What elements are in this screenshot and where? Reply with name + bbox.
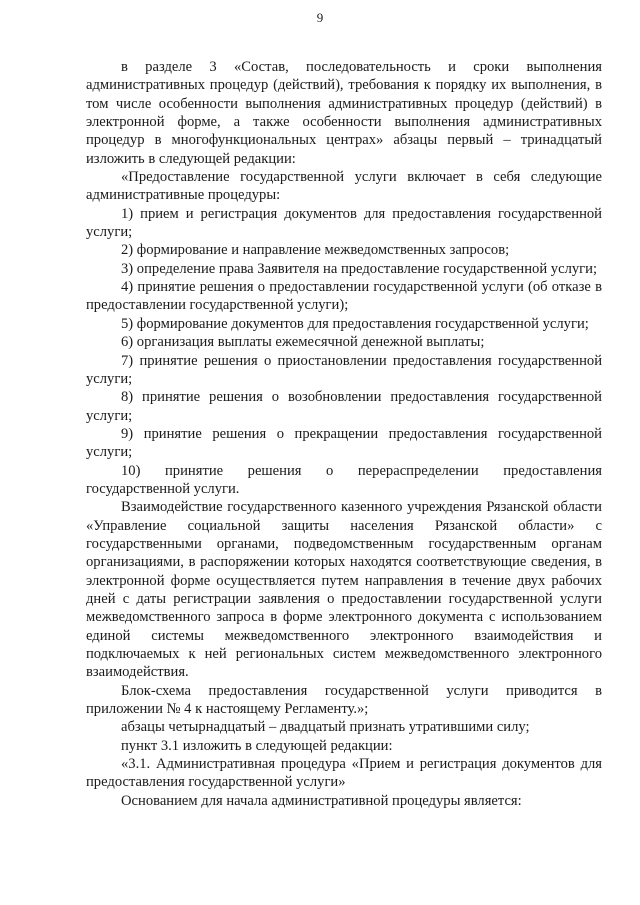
paragraph-item-7: 7) принятие решения о приостановлении предоставления государственной услуги; (86, 352, 602, 387)
paragraph-section-3-1: «3.1. Административная процедура «Прием и регистрация документов для предоставления государственной услуги» (86, 756, 602, 791)
paragraph-item-9: 9) принятие решения о прекращении предоставления государственной услуги; (86, 425, 602, 461)
paragraph-item-10: 10) принятие решения о перераспределении предоставления государственной услуги. (86, 462, 602, 497)
paragraph-repeal: абзацы четырнадцатый – двадцатый признать утратившими силу; (121, 719, 530, 736)
paragraph-procedures-intro: «Предоставление государственной услуги включает в себя следующие административные процедуры: (86, 169, 602, 204)
paragraph-item-4: 4) принятие решения о предоставлении государственной услуги (об отказе в предоставлении государственной услуги); (86, 279, 602, 314)
paragraph-section-3-intro: в разделе 3 «Состав, последовательность и сроки выполнения административных процедур (действий), требования к порядку их выполнения, в том числе особенности выполнения административных процедур (действий) в электронной форме, а также особенности выполнения административных процедур в многофункциональных центрах» абзацы первый – тринадцатый изложить в следующей редакции: (86, 59, 602, 167)
paragraph-interaction: Взаимодействие государственного казенного учреждения Рязанской области «Управление социальной защиты населения Рязанской области» с государственными органами, подведомственным государственным органам организациями, в распоряжении которых находятся соответствующие сведения, в электронной форме осуществляется путем направления в течение двух рабочих дней с даты регистрации заявления о предоставлении государственной услуги межведомственного запроса в форме электронного документа с использованием единой системы межведомственного электронного взаимодействия и подключаемых к ней региональных систем межведомственного электронного взаимодействия. (86, 499, 602, 681)
paragraph-item-3-1-instruction: пункт 3.1 изложить в следующей редакции: (121, 737, 393, 754)
paragraph-item-5: 5) формирование документов для предоставления государственной услуги; (121, 315, 589, 332)
paragraph-item-1: 1) прием и регистрация документов для предоставления государственной услуги; (86, 205, 602, 241)
paragraph-basis: Основанием для начала административной процедуры является: (121, 792, 522, 809)
document-body (86, 58, 602, 810)
page-number: 9 (316, 10, 324, 25)
paragraph-item-8: 8) принятие решения о возобновлении предоставления государственной услуги; (86, 389, 602, 424)
paragraph-item-3: 3) определение права Заявителя на предоставление государственной услуги; (121, 260, 597, 277)
paragraph-item-2: 2) формирование и направление межведомственных запросов; (121, 242, 510, 259)
paragraph-block-scheme: Блок-схема предоставления государственной услуги приводится в приложении № 4 к настоящему Регламенту.»; (86, 682, 602, 718)
paragraph-item-6: 6) организация выплаты ежемесячной денежной выплаты; (121, 334, 485, 351)
